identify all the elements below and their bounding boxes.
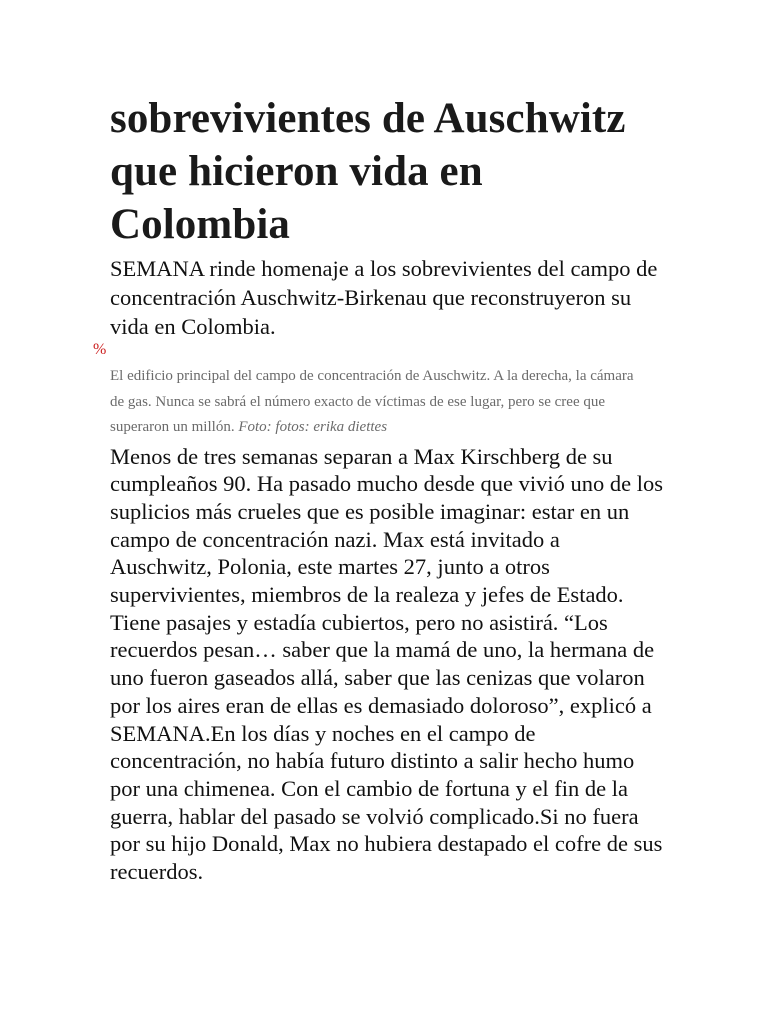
broken-image-icon: % [93, 341, 107, 358]
photo-caption [110, 364, 645, 441]
caption-text: El edificio principal del campo de concentración de Auschwitz. A la derecha, la cámara de gas. Nunca se sabrá el número exacto de víctimas de ese lugar, pero se cree que superaron un millón. [110, 368, 634, 435]
article-lead: SEMANA rinde homenaje a los sobrevivientes del campo de concentración Auschwitz-Birkenau que reconstruyeron su vida en Colombia. [110, 256, 658, 339]
photo-credit: Foto: fotos: erika diettes [238, 419, 388, 435]
article-headline: sobrevivientes de Auschwitz que hicieron vida en Colombia [110, 95, 626, 248]
article-body: Menos de tres semanas separan a Max Kirschberg de su cumpleaños 90. Ha pasado mucho desde que vivió uno de los suplicios más crueles que es posible imaginar: estar en un campo de concentración nazi. Max está invitado a Auschwitz, Polonia, este martes 27, junto a otros supervivientes, miembros de la realeza y jefes de Estado. Tiene pasajes y estadía cubiertos, pero no asistirá. “Los recuerdos pesan… saber que la mamá de uno, la hermana de uno fueron gaseados allá, saber que las cenizas que volaron por los aires eran de ellas es demasiado doloroso”, explicó a SEMANA.En los días y noches en el campo de concentración, no había futuro distinto a salir hecho humo por una chimenea. Con el cambio de fortuna y el fin de la guerra, hablar del pasado se volvió complicado.Si no fuera por su hijo Donald, Max no hubiera destapado el cofre de sus recuerdos. [110, 443, 664, 885]
article [93, 92, 670, 886]
